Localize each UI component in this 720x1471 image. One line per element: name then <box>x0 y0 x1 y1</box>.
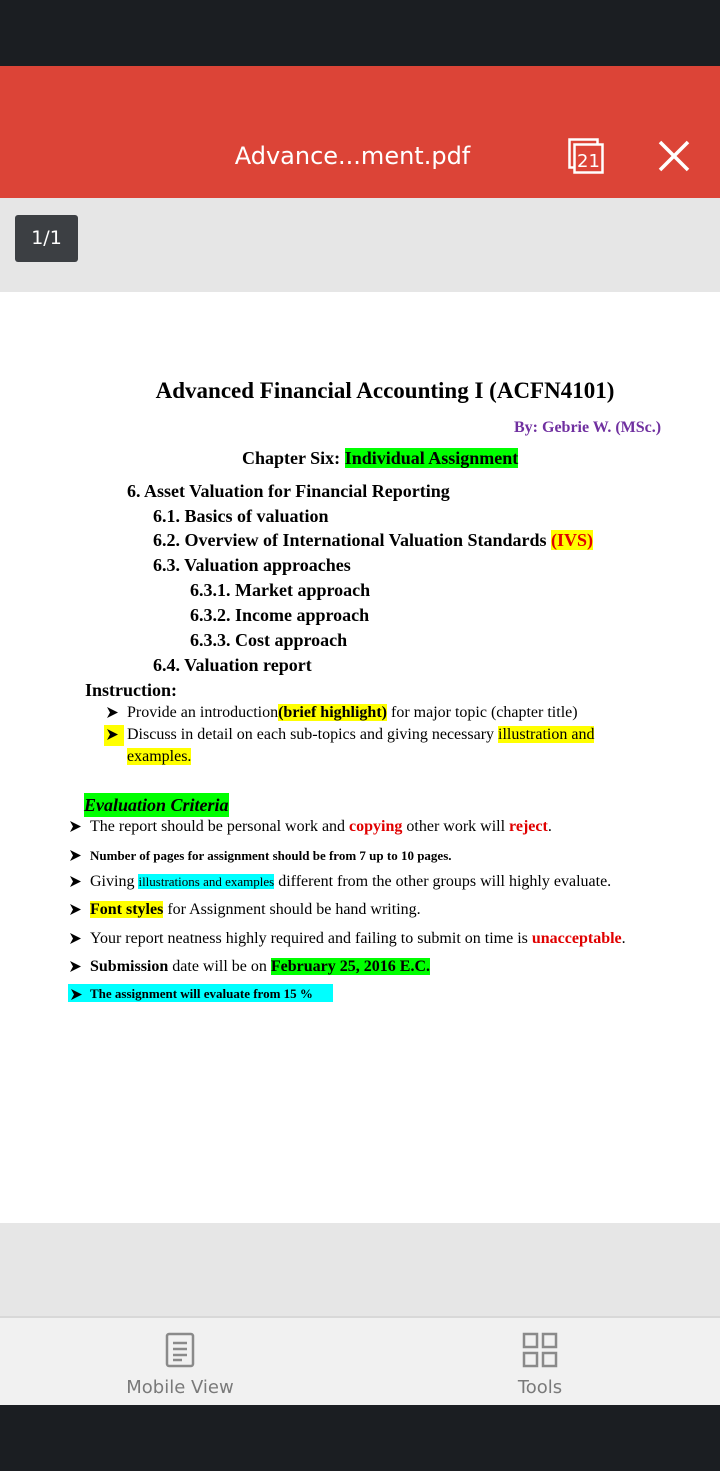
grid-icon <box>522 1332 558 1368</box>
bullet-arrow-icon <box>69 903 82 916</box>
instruction-item-continuation: examples. <box>127 748 192 765</box>
criteria-item: Giving illustrations and examples different from the other groups will highly evaluate. <box>90 873 612 890</box>
tools-button[interactable] <box>360 1318 720 1407</box>
illustration-highlight: illustration and <box>498 726 595 743</box>
criteria-item: The report should be personal work and copying other work will reject. <box>90 818 552 835</box>
outline-item: 6.3.3. Cost approach <box>190 630 348 650</box>
outline-item: 6. Asset Valuation for Financial Reporting <box>127 481 450 501</box>
doc-author: By: Gebrie W. (MSc.) <box>514 419 662 436</box>
criteria-item: Your report neatness highly required and failing to submit on time is unacceptable. <box>90 930 626 947</box>
ivs-highlight: (IVS) <box>551 530 594 550</box>
outline-item <box>153 528 593 552</box>
document-title: Advance...ment.pdf <box>234 142 471 170</box>
chapter-prefix: Chapter Six: <box>242 448 345 468</box>
chapter-highlight: Individual Assignment <box>344 448 519 468</box>
bullet-arrow-icon <box>69 820 82 833</box>
close-button[interactable] <box>654 136 694 176</box>
bullet-arrow-icon <box>106 706 119 719</box>
criteria-item: Submission date will be on February 25, 2016 E.C. <box>90 958 431 975</box>
outline-text: 6.2. Overview of International Valuation Standards <box>153 530 552 550</box>
outline-item: 6.3.1. Market approach <box>190 580 371 600</box>
instruction-item: Provide an introduction(brief highlight) for major topic (chapter title) <box>127 704 578 721</box>
bottom-navigation <box>0 1316 720 1407</box>
bullet-arrow-icon <box>69 849 82 862</box>
page-indicator: 1/1 <box>15 215 78 262</box>
bullet-arrow-icon <box>70 988 83 1001</box>
mobile-view-button[interactable] <box>0 1318 360 1407</box>
system-navigation-bar <box>0 1405 720 1471</box>
chapter-line <box>242 446 518 470</box>
document-icon <box>162 1332 198 1368</box>
pages-icon <box>568 138 604 174</box>
outline-item: 6.3. Valuation approaches <box>153 555 351 575</box>
pdf-page[interactable] <box>0 292 720 1223</box>
font-styles-highlight: Font styles <box>90 901 164 918</box>
criteria-item: Font styles for Assignment should be hand writing. <box>90 901 421 918</box>
tools-label: Tools <box>517 1377 563 1398</box>
criteria-item: The assignment will evaluate from 15 % <box>90 986 313 1001</box>
page-count: 21 <box>577 151 600 172</box>
app-header <box>0 66 720 198</box>
date-highlight: February 25, 2016 E.C. <box>270 958 431 975</box>
bullet-arrow-icon <box>69 932 82 945</box>
brief-highlight: (brief highlight) <box>278 704 387 721</box>
bullet-arrow-icon <box>69 960 82 973</box>
criteria-heading: Evaluation Criteria <box>84 795 229 815</box>
bullet-arrow-icon <box>69 875 82 888</box>
instruction-item: Discuss in detail on each sub-topics and giving necessary illustration and <box>127 726 595 743</box>
mobile-view-label: Mobile View <box>126 1377 234 1398</box>
outline-item: 6.3.2. Income approach <box>190 605 370 625</box>
instruction-heading: Instruction: <box>85 680 178 700</box>
close-icon <box>654 136 694 176</box>
illustrations-highlight: illustrations and examples <box>138 874 275 889</box>
outline-item: 6.4. Valuation report <box>153 655 312 675</box>
bullet-arrow-icon <box>106 728 119 741</box>
criteria-item: Number of pages for assignment should be from 7 up to 10 pages. <box>90 848 452 863</box>
outline-item: 6.1. Basics of valuation <box>153 506 329 526</box>
page-thumbnails-button[interactable] <box>568 138 604 174</box>
status-bar <box>0 0 720 66</box>
doc-heading: Advanced Financial Accounting I (ACFN4101) <box>155 378 615 403</box>
